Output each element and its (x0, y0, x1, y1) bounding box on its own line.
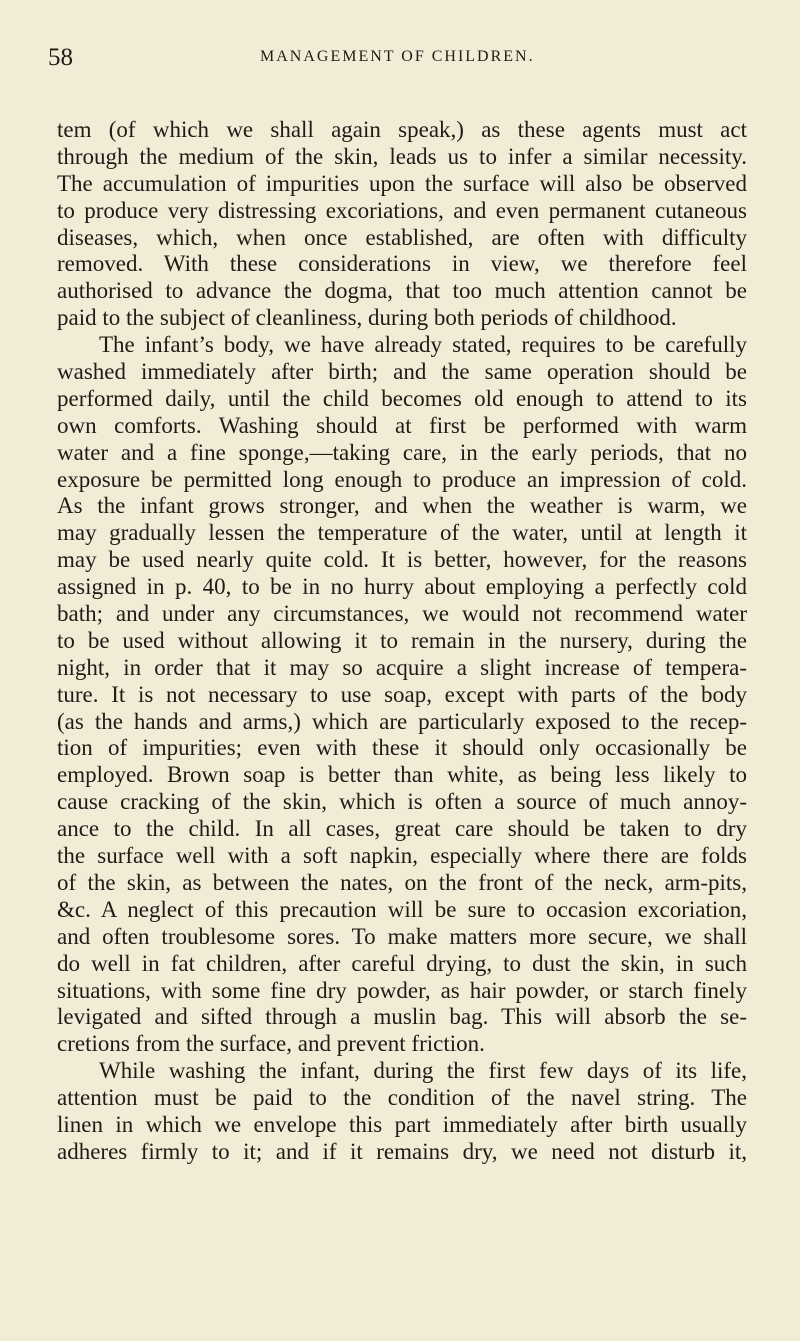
text-line: &c. A neglect of this precaution will be sure to occasion excoriation, (57, 896, 747, 922)
text-line: water and a fine sponge,—taking care, in the early periods, that no (57, 439, 747, 465)
text-line: exposure be permitted long enough to produce an impression of cold. (57, 466, 747, 492)
body-text (57, 117, 747, 1166)
text-line: tion of impurities; even with these it should only occasionally be (57, 735, 747, 761)
text-line: employed. Brown soap is better than white, as being less likely to (57, 762, 747, 788)
text-line: through the medium of the skin, leads us to infer a similar necessity. (57, 143, 747, 169)
text-line: to produce very distressing excoriations, and even permanent cutaneous (57, 197, 747, 223)
text-line: As the infant grows stronger, and when the weather is warm, we (57, 493, 747, 519)
text-line: washed immediately after birth; and the same operation should be (57, 359, 747, 385)
paragraph-start-line: While washing the infant, during the first few days of its life, (99, 1058, 747, 1084)
running-title: MANAGEMENT OF CHILDREN. (260, 48, 535, 65)
text-line: levigated and sifted through a muslin bag. This will absorb the se- (57, 1004, 747, 1030)
text-line: ance to the child. In all cases, great care should be taken to dry (57, 816, 747, 842)
text-line: may be used nearly quite cold. It is better, however, for the reasons (57, 547, 747, 573)
text-line: linen in which we envelope this part immediately after birth usually (57, 1111, 747, 1137)
text-line: bath; and under any circumstances, we would not recommend water (57, 601, 747, 627)
text-line: attention must be paid to the condition of the navel string. The (57, 1085, 747, 1111)
text-line: (as the hands and arms,) which are particularly exposed to the recep- (57, 708, 747, 734)
text-line: diseases, which, when once established, are often with difficulty (57, 224, 747, 250)
text-line: ture. It is not necessary to use soap, except with parts of the body (57, 681, 747, 707)
text-line: assigned in p. 40, to be in no hurry about employing a perfectly cold (57, 574, 747, 600)
page-header (48, 44, 748, 88)
text-line: The accumulation of impurities upon the surface will also be observed (57, 170, 747, 196)
page-number: 58 (48, 44, 73, 71)
text-line: do well in fat children, after careful drying, to dust the skin, in such (57, 950, 747, 976)
text-line: of the skin, as between the nates, on the front of the neck, arm-pits, (57, 869, 747, 895)
text-line: night, in order that it may so acquire a slight increase of tempera- (57, 654, 747, 680)
text-line: adheres firmly to it; and if it remains dry, we need not disturb it, (57, 1138, 747, 1164)
text-line: to be used without allowing it to remain in the nursery, during the (57, 627, 747, 653)
text-line: and often troublesome sores. To make matters more secure, we shall (57, 923, 747, 949)
text-line: own comforts. Washing should at first be performed with warm (57, 412, 747, 438)
text-line: cretions from the surface, and prevent friction. (57, 1031, 485, 1057)
text-line: tem (of which we shall again speak,) as these agents must act (57, 117, 747, 142)
text-line: authorised to advance the dogma, that too much attention cannot be (57, 278, 747, 304)
text-line: removed. With these considerations in view, we therefore feel (57, 251, 747, 277)
text-line: may gradually lessen the temperature of the water, until at length it (57, 520, 747, 546)
text-line: cause cracking of the skin, which is often a source of much annoy- (57, 789, 747, 815)
text-line: paid to the subject of cleanliness, during both periods of childhood. (57, 305, 677, 331)
text-line: performed daily, until the child becomes old enough to attend to its (57, 385, 747, 411)
text-line: situations, with some fine dry powder, as hair powder, or starch finely (57, 977, 747, 1003)
text-line: the surface well with a soft napkin, especially where there are folds (57, 843, 747, 869)
paragraph-start-line: The infant’s body, we have already stated, requires to be carefully (99, 332, 747, 358)
